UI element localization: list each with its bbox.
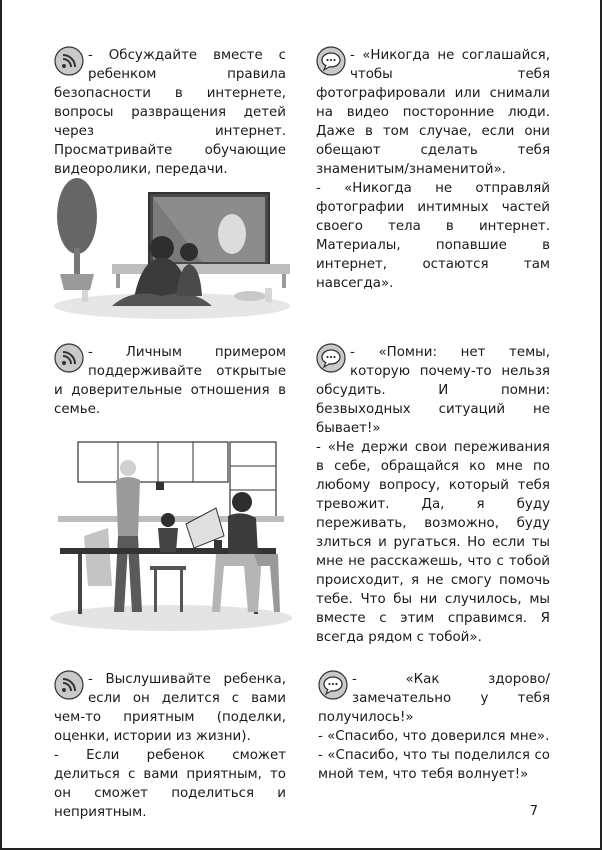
tip-text: - Личным примером поддерживайте открытые и доверительные отношения в семье. bbox=[54, 345, 286, 417]
speech-bubble-icon bbox=[316, 343, 346, 373]
wifi-signal-icon bbox=[54, 46, 84, 76]
speech-bubble-icon bbox=[316, 46, 346, 76]
page-number: 7 bbox=[529, 804, 538, 819]
quote-text: - «Спасибо, что доверился мне». bbox=[318, 729, 550, 744]
wifi-signal-icon bbox=[54, 343, 84, 373]
wifi-signal-icon bbox=[54, 670, 84, 700]
quote-block-3 bbox=[318, 670, 550, 784]
tip-block-1 bbox=[54, 46, 286, 179]
quote-text: - «Никогда не соглашайся, чтобы тебя фотографировали или снимали на видео посторонние люди. Даже в том случае, если они обещают сделать тебя знаменитым/знаменитой». bbox=[316, 48, 550, 177]
quote-text: - «Как здорово/замечательно у тебя получилось!» bbox=[318, 672, 550, 725]
tip-text: - Выслушивайте ребенка, если он делится с вами чем-то приятным (поделки, оценки, истории из жизни). bbox=[54, 672, 286, 744]
tip-text: - Обсуждайте вместе с ребенком правила безопасности в интернете, вопросы развращения детей через интернет. Просматривайте обучающие видеоролики, передачи. bbox=[54, 48, 286, 177]
quote-text: - «Помни: нет темы, которую почему-то нельзя обсудить. И помни: безвыходных ситуаций не бывает!» bbox=[316, 345, 550, 436]
quote-text: - «Никогда не отправляй фотографии интимных частей своего тела в интернет. Материалы, попавшие в интернет, остаются там навсегда». bbox=[316, 181, 550, 291]
family-watching-tv-illustration bbox=[52, 178, 292, 320]
family-at-table-illustration bbox=[48, 436, 294, 632]
quote-text: - «Не держи свои переживания в себе, обращайся ко мне по любому вопросу, который тебя тревожит. Да, я буду переживать, возможно, буду злиться и ругаться. Но если ты мне не расскажешь, что с тобой происходит, я не смогу помочь тебе. Что бы ни случилось, мы вместе с этим справимся. Я всегда рядом с тобой». bbox=[316, 440, 550, 645]
quote-block-1 bbox=[316, 46, 550, 293]
quote-text: - «Спасибо, что ты поделился со мной тем, что тебя волнует!» bbox=[318, 748, 550, 782]
tip-text: - Если ребенок сможет делиться с вами приятным, то он сможет поделиться и неприятным. bbox=[54, 748, 286, 820]
quote-block-2 bbox=[316, 343, 550, 647]
speech-bubble-icon bbox=[318, 670, 348, 700]
tip-block-2 bbox=[54, 343, 286, 419]
tip-block-3 bbox=[54, 670, 286, 822]
